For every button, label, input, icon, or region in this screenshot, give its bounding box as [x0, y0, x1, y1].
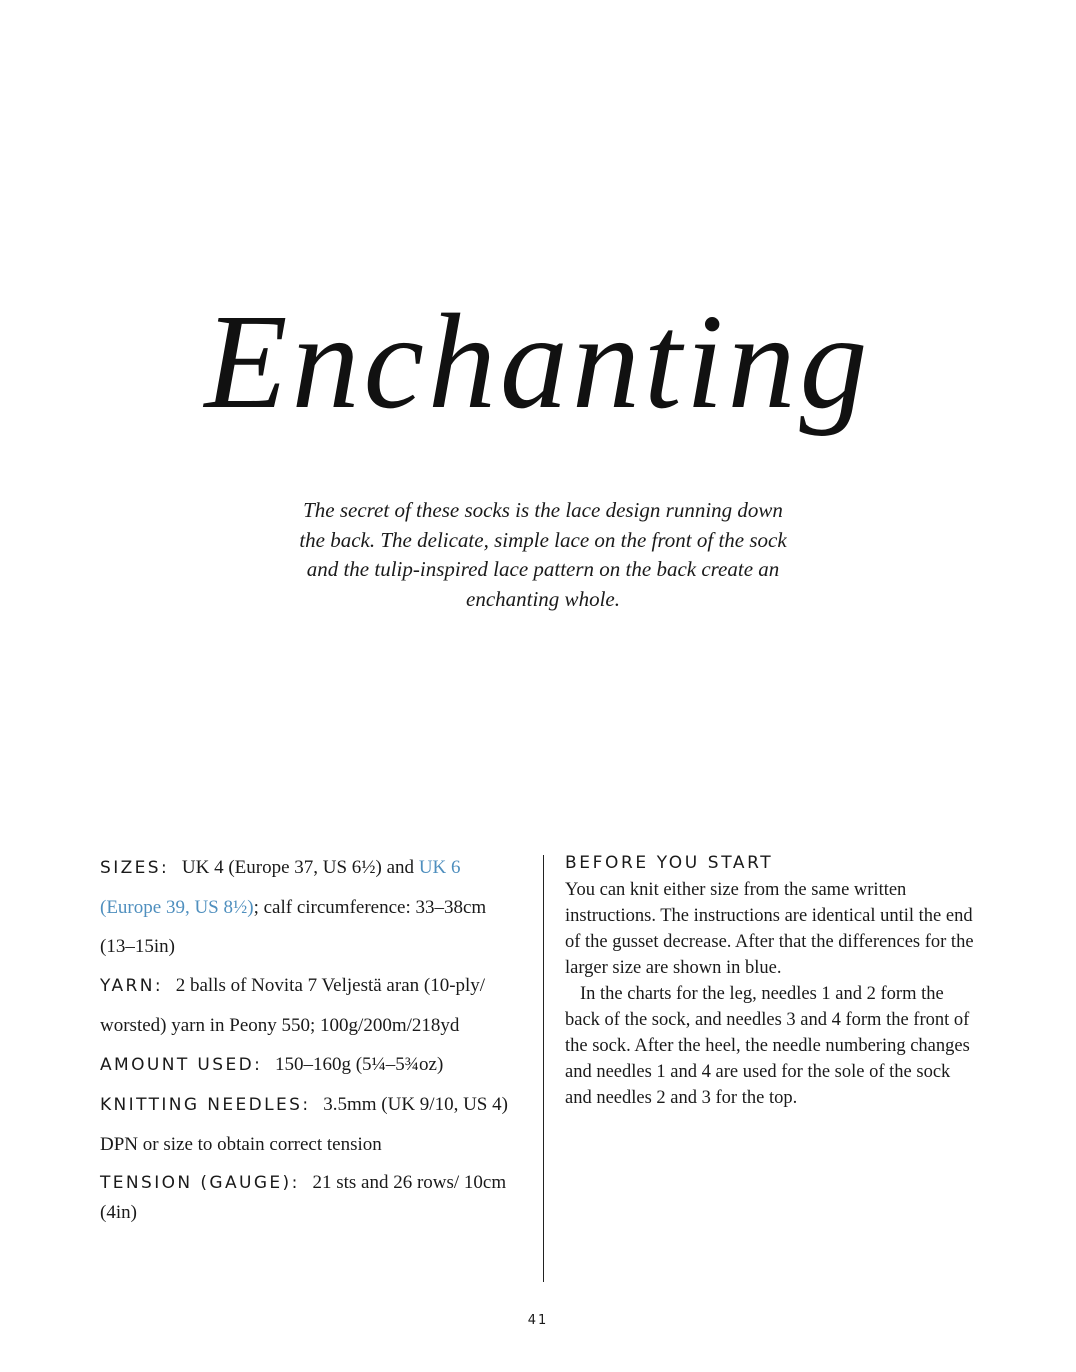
spec-sizes-text: UK 4 (Europe 37, US 6½) and	[181, 857, 419, 878]
spec-yarn	[100, 966, 520, 1045]
spec-amount-used-label: AMOUNT USED:	[100, 1055, 263, 1075]
before-you-start-paragraph-2: In the charts for the leg, needles 1 and 2 form the back of the sock, and needles 3 and 4 form the front of the sock. After the heel, the needle numbering changes and needles 1 and 4 are used for the sole of the sock and needles 2 and 3 for the top.	[565, 984, 970, 1108]
before-you-start-section	[565, 850, 975, 1111]
spec-amount-used-text: 150–160g (5¼–5¾oz)	[274, 1054, 444, 1075]
spec-amount-used	[100, 1045, 520, 1085]
before-you-start-paragraph-1: You can knit either size from the same written instructions. The instructions are identical until the end of the gusset decrease. After that the differences for the larger size are shown in blue.	[565, 880, 974, 978]
spec-sizes	[100, 848, 520, 966]
page-title: Enchanting	[204, 287, 872, 437]
spec-knitting-needles-label: KNITTING NEEDLES:	[100, 1095, 311, 1115]
spec-knitting-needles-text: 3.5mm (UK 9/10, US 4) DPN or size to obtain correct tension	[100, 1094, 508, 1155]
spec-knitting-needles	[100, 1085, 520, 1164]
specifications-column	[100, 848, 520, 1228]
spec-sizes-label: SIZES:	[100, 858, 170, 878]
spec-tension	[100, 1168, 520, 1228]
before-you-start-heading: BEFORE YOU START	[565, 853, 774, 873]
column-divider	[543, 855, 544, 1282]
intro-paragraph: The secret of these socks is the lace design running down the back. The delicate, simple lace on the front of the sock and the tulip-inspired lace pattern on the back create an enchanting whole.	[299, 498, 787, 611]
spec-tension-label: TENSION (GAUGE):	[100, 1173, 300, 1193]
page-number: 41	[527, 1313, 549, 1328]
spec-yarn-label: YARN:	[100, 976, 163, 996]
spec-yarn-text: 2 balls of Novita 7 Veljestä aran (10-ply/ worsted) yarn in Peony 550; 100g/200m/218yd	[100, 975, 486, 1036]
spec-sizes-large-size: UK 6 (Europe 39, US 8½)	[100, 857, 461, 918]
spec-tension-text: 21 sts and 26 rows/ 10cm (4in)	[100, 1172, 507, 1223]
spec-sizes-calf: ; calf circumference: 33–38cm (13–15in)	[100, 897, 487, 957]
